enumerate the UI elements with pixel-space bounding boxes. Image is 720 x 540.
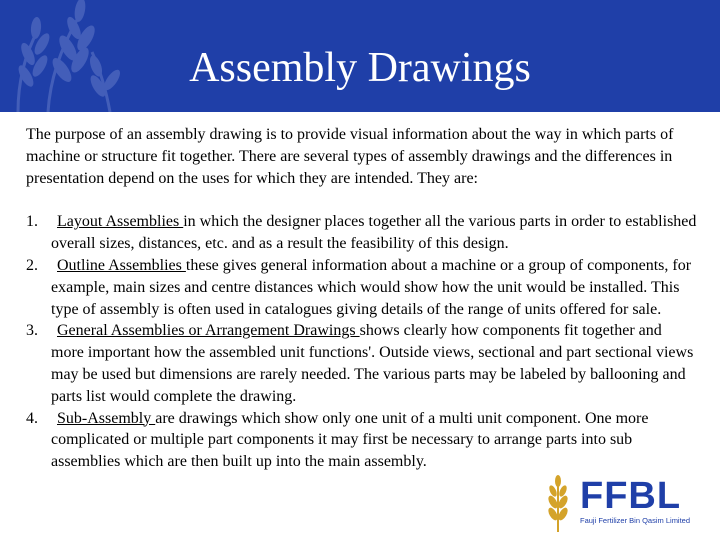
list-term: General Assemblies or Arrangement Drawings [57,322,360,340]
intro-paragraph: The purpose of an assembly drawing is to provide visual information about the way in which parts of machine or structure fit together. There are several types of assembly drawings and the differences in presentation depend on the uses for which they are intended. They are: [26,126,674,187]
title-banner [0,0,720,112]
list-number: 4. [26,409,38,427]
slide-body [26,124,698,473]
list-term: Outline Assemblies [57,256,186,274]
list-term: Sub-Assembly [57,409,156,427]
list-item [26,408,698,473]
list-item [26,320,698,407]
slide-title: Assembly Drawings [189,45,531,91]
list-number: 1. [26,213,38,231]
list-description: are drawings which show only one unit of a multi unit component. One more complicated or multiple part components it may first be necessary to arrange parts into sub assemblies which are then built up into the main assembly. [51,409,649,471]
assembly-type-list [26,211,698,473]
list-description: in which the designer places together all the various parts in order to established overall sizes, distances, etc. and as a result the feasibility of this design. [51,213,697,253]
list-description: shows clearly how components fit together and more important how the assembled unit functions'. Outside views, sectional and part sectional views may be used but dimensions are rarely needed. The various parts may be labeled by ballooning and parts list would complete the drawing. [51,322,694,405]
logo-tagline: Fauji Fertilizer Bin Qasim Limited [580,516,691,525]
wheat-logo-icon [536,474,580,532]
list-term: Layout Assemblies [57,213,184,231]
logo-wordmark: FFBL [580,475,682,517]
company-logo [536,474,720,532]
list-item [26,211,698,255]
list-description: these gives general information about a machine or a group of components, for example, main sizes and centre distances which would show how the unit would be installed. This type of assembly is often used in catalogues giving details of the range of units offered for sale. [51,256,692,318]
list-number: 3. [26,322,38,340]
list-number: 2. [26,256,38,274]
list-item [26,255,698,320]
